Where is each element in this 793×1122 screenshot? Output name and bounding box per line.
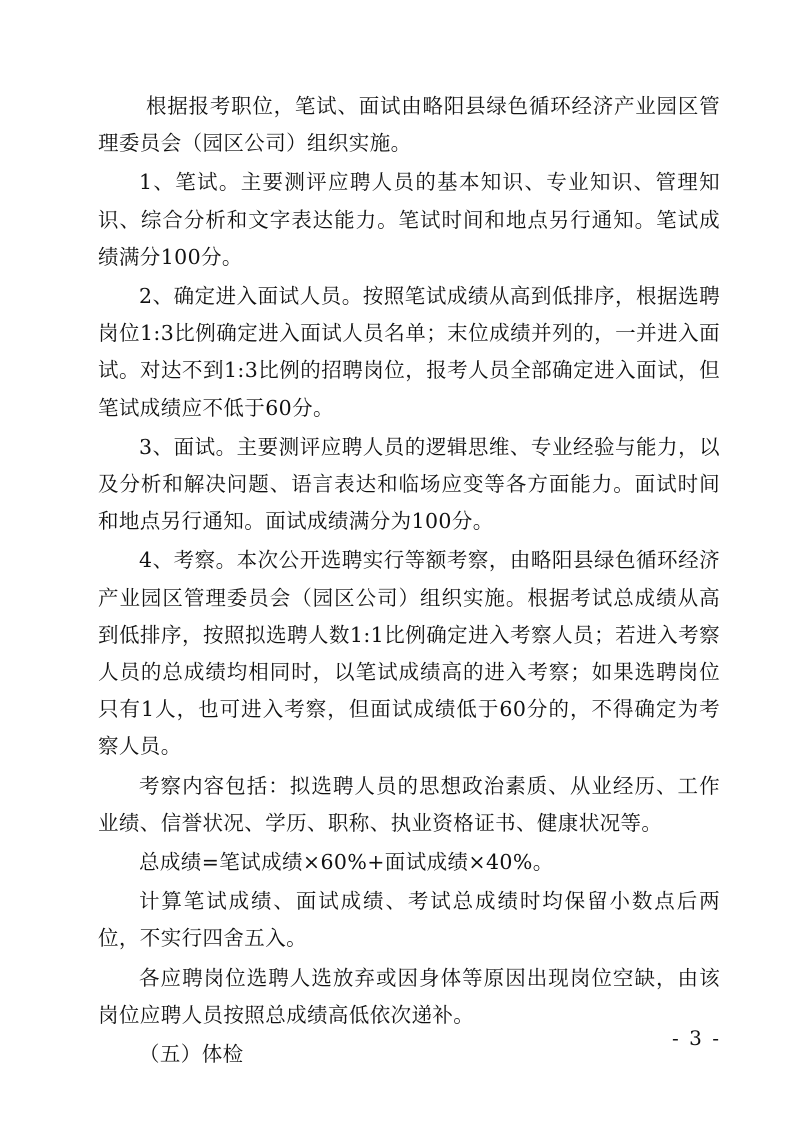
paragraph-exam-organization: 根据报考职位，笔试、面试由略阳县绿色循环经济产业园区管理委员会（园区公司）组织实施。 [98, 94, 720, 156]
paragraph-interview: 3、面试。主要测评应聘人员的逻辑思维、专业经验与能力，以及分析和解决问题、语言表达和临场应变等各方面能力。面试时间和地点另行通知。面试成绩满分为100分。 [98, 434, 720, 534]
paragraph-vacancy-replacement: 各应聘岗位选聘人选放弃或因身体等原因出现岗位空缺，由该岗位应聘人员按照总成绩高低依次递补。 [98, 965, 720, 1027]
paragraph-written-test: 1、笔试。主要测评应聘人员的基本知识、专业知识、管理知识、综合分析和文字表达能力。笔试时间和地点另行通知。笔试成绩满分100分。 [98, 170, 720, 269]
paragraph-score-calculation: 计算笔试成绩、面试成绩、考试总成绩时均保留小数点后两位，不实行四舍五入。 [98, 889, 720, 951]
section-heading-medical-exam: （五）体检 [139, 1042, 244, 1067]
paragraph-total-score-formula: 总成绩=笔试成绩×60%+面试成绩×40%。 [139, 850, 554, 875]
paragraph-interview-selection: 2、确定进入面试人员。按照笔试成绩从高到低排序，根据选聘岗位1:3比例确定进入面试人员名单；末位成绩并列的，一并进入面试。对达不到1:3比例的招聘岗位，报考人员全部确定进入面试，但笔试成绩应不低于60分。 [98, 284, 720, 420]
paragraph-inspection: 4、考察。本次公开选聘实行等额考察，由略阳县绿色循环经济产业园区管理委员会（园区公司）组织实施。根据考试总成绩从高到低排序，按照拟选聘人数1:1比例确定进入考察人员；若进入考察人员的总成绩均相同时，以笔试成绩高的进入考察；如果选聘岗位只有1人，也可进入考察，但面试成绩低于60分的，不得确定为考察人员。 [98, 548, 720, 759]
document-body [98, 88, 720, 1073]
paragraph-inspection-content: 考察内容包括：拟选聘人员的思想政治素质、从业经历、工作业绩、信誉状况、学历、职称、执业资格证书、健康状况等。 [98, 773, 720, 835]
page-number: - 3 - [672, 1026, 721, 1050]
